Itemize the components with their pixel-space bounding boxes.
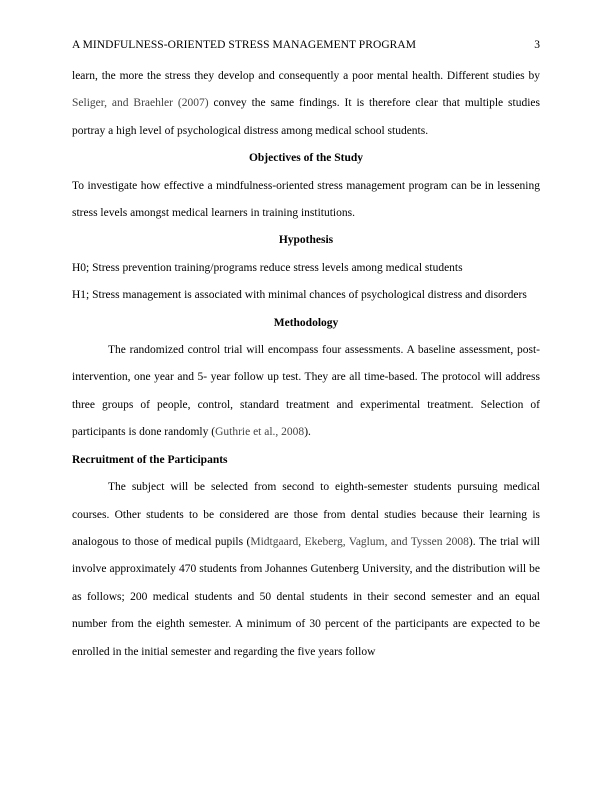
methodology-heading: Methodology [273,316,339,329]
methodology-text-end: ). [304,426,311,439]
intro-text-end: convey the same findings. It is therefore clear that multiple studies portray a high level of psychological distress among medical school students. [72,97,540,137]
objectives-heading: Objectives of the Study [248,152,364,165]
recruitment-text-end: ). The trial will involve approximately 470 students from Johannes Gutenberg University, and the distribution will be as follows; 200 medical students and 50 dental students in their second semester and an equal number from the eighth semester. A minimum of 30 percent of the participants are expected to be enrolled in the initial semester and regarding the five years follow [72,535,541,658]
running-head [72,37,540,53]
recruitment-paragraph [72,474,540,666]
running-title: A MINDFULNESS-ORIENTED STRESS MANAGEMENT PROGRAM [72,39,417,51]
citation-midtgaard: Midtgaard, Ekeberg, Vaglum, and Tyssen 2008 [250,535,469,548]
hypothesis-h1: H1; Stress management is associated with minimal chances of psychological distress and disorders [72,289,527,302]
objectives-paragraph: To investigate how effective a mindfulness-oriented stress management program can be in lessening stress levels amongst medical learners in training institutions. [72,179,540,220]
hypothesis-heading: Hypothesis [278,234,334,247]
page-number: 3 [534,39,540,51]
citation-guthrie: Guthrie et al., 2008 [215,426,305,439]
intro-paragraph [72,63,540,145]
citation-seliger: Seliger, and Braehler (2007) [72,97,209,110]
recruitment-heading: Recruitment of the Participants [72,453,228,466]
recruitment-text-start: The subject will be selected from second to eighth-semester students pursuing medical courses. Other students to be considered are those from dental studies because their learning is analogous to those of medical pupils ( [72,481,540,548]
intro-text-start: learn, the more the stress they develop and consequently a poor mental health. Different studies by [72,70,540,82]
methodology-paragraph [72,337,540,447]
methodology-text-start: The randomized control trial will encompass four assessments. A baseline assessment, post-intervention, one year and 5- year follow up test. They are all time-based. The protocol will address three groups of people, control, standard treatment and experimental treatment. Selection of participants is done randomly ( [72,344,540,439]
hypothesis-h0: H0; Stress prevention training/programs reduce stress levels among medical students [72,261,463,274]
document-body [72,63,540,666]
